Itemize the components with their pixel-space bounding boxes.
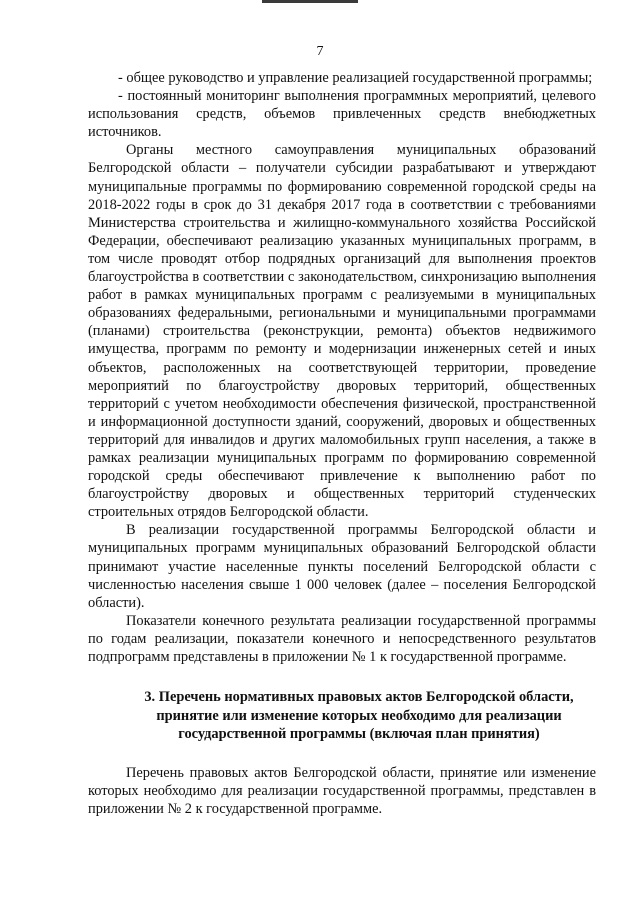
paragraph-participants: В реализации государственной программы Белгородской области и муниципальных программ муниципальных образований Белгородской области принимают участие населенные пункты поселений Белгородской области с численностью населения свыше 1 000 человек (далее – поселения Белгородской области).	[88, 522, 596, 611]
list-item-monitoring: - постоянный мониторинг выполнения программных мероприятий, целевого использования средств, объемов привлеченных средств внебюджетных источников.	[88, 88, 596, 141]
document-body	[88, 69, 596, 818]
scan-edge-mark	[262, 0, 358, 3]
paragraph-legal-acts: Перечень правовых актов Белгородской области, принятие или изменение которых необходимо для реализации государственной программы, представлен в приложении № 2 к государственной программе.	[88, 764, 596, 817]
section-heading: 3. Перечень нормативных правовых актов Белгородской области, принятие или изменение которых необходимо для реализации государственной программы (включая план принятия)	[144, 689, 574, 743]
paragraph-indicators: Показатели конечного результата реализации государственной программы по годам реализации, показатели конечного и непосредственного результатов подпрограмм представлены в приложении № 1 к государственной программе.	[88, 612, 596, 665]
paragraph-municipal-programs: Органы местного самоуправления муниципальных образований Белгородской области – получатели субсидии разрабатывают и утверждают муниципальные программы по формированию современной городской среды на 2018-2022 годы в срок до 31 декабря 2017 года в соответствии с требованиями Министерства строительства и жилищно-коммунального хозяйства Российской Федерации, обеспечивают реализацию указанных муниципальных программ, в том числе проводят отбор подрядных организаций для выполнения проектов благоустройства в соответствии с законодательством, синхронизацию выполнения работ в рамках муниципальных программ с реализуемыми в муниципальных образованиях федеральными, региональными и муниципальными программами (планами) строительства (реконструкции, ремонта) объектов недвижимого имущества, программ по ремонту и модернизации инженерных сетей и иных объектов, расположенных на соответствующей территории, проведение мероприятий по благоустройству дворовых территорий, общественных территорий с учетом необходимости обеспечения физической, пространственной и информационной доступности зданий, сооружений, дворовых и общественных территорий для инвалидов и других маломобильных групп населения, а также в рамках реализации муниципальных программ по формированию современной городской среды обеспечивают привлечение к выполнению работ по благоустройству дворовых и общественных территорий студенческих строительных отрядов Белгородской области.	[88, 142, 596, 521]
list-item-general-management: - общее руководство и управление реализацией государственной программы;	[118, 70, 593, 86]
page-number: 7	[316, 44, 324, 59]
